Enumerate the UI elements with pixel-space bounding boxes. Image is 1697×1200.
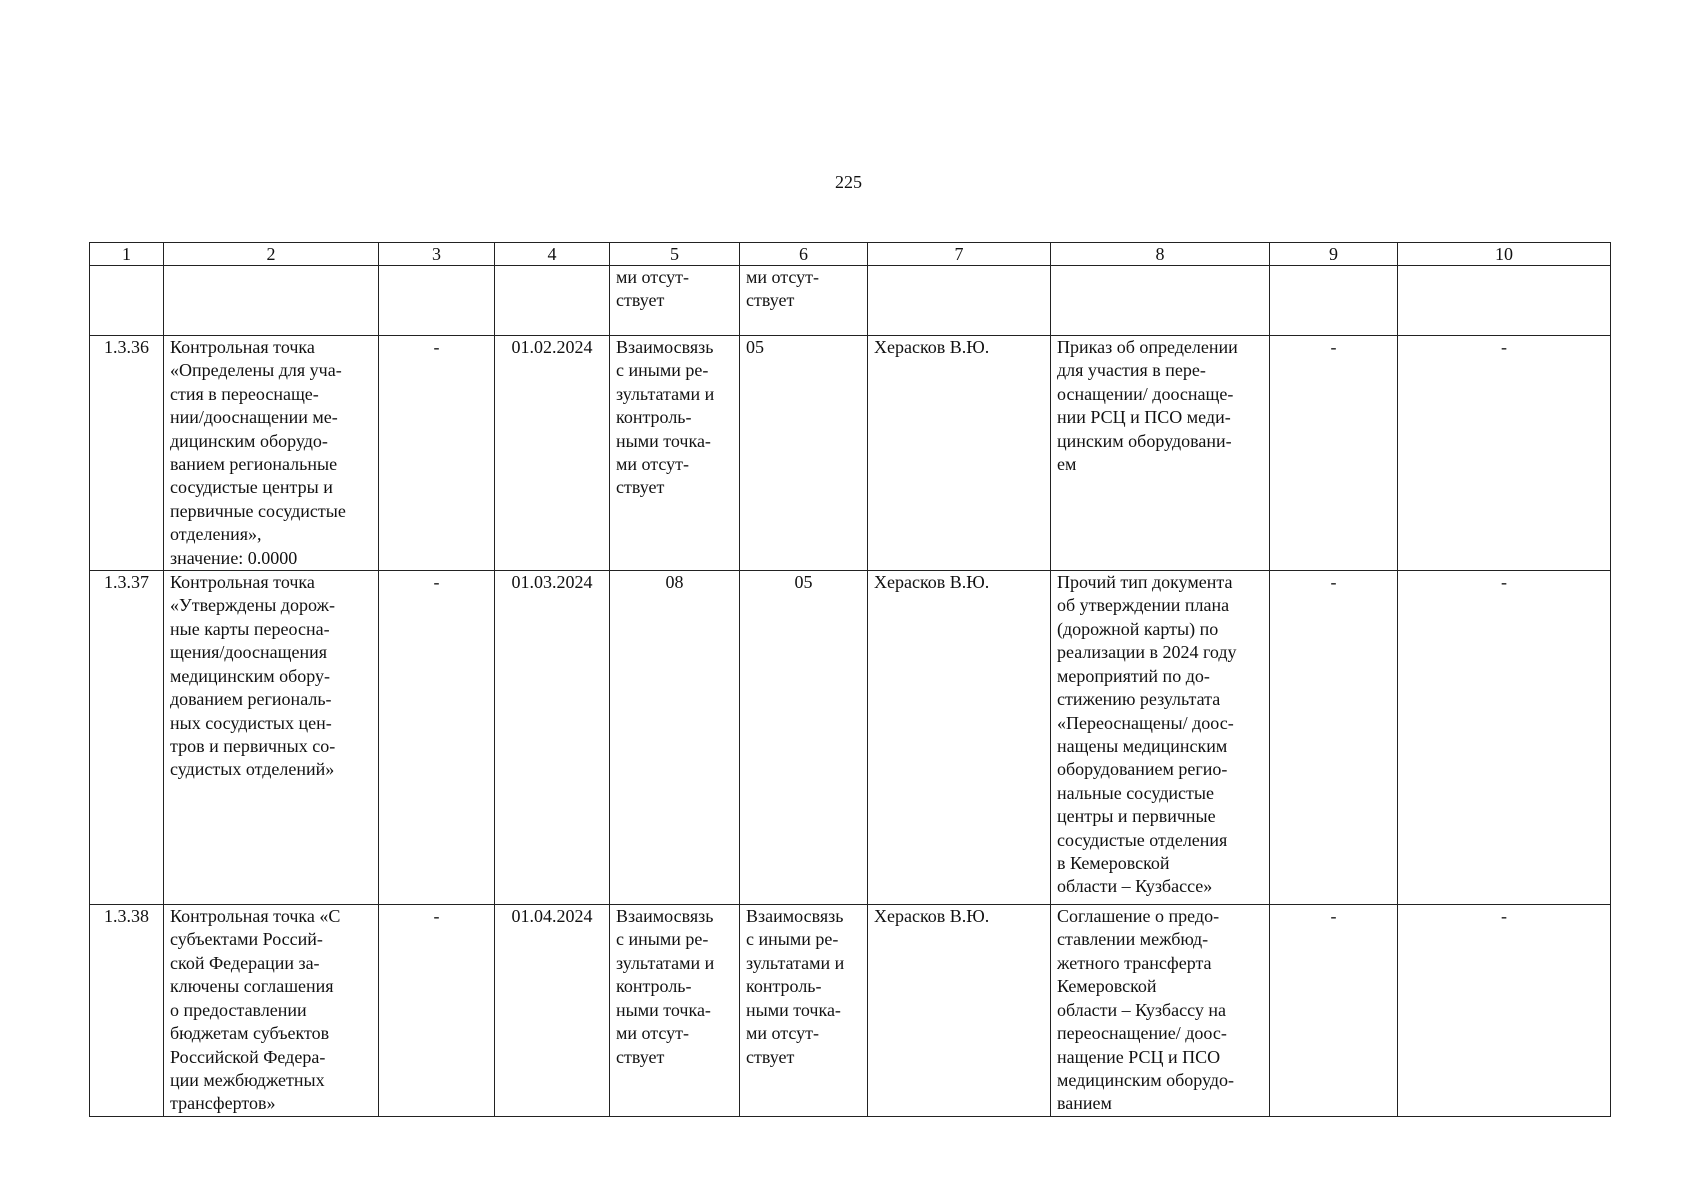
empty-cell bbox=[1398, 266, 1611, 336]
responsible-person: Херасков В.Ю. bbox=[868, 905, 1051, 1117]
row-number: 1.3.36 bbox=[90, 336, 164, 571]
relation-cell: ми отсут- ствует bbox=[740, 266, 868, 336]
col10-value: - bbox=[1398, 571, 1611, 905]
column-header: 1 bbox=[90, 243, 164, 266]
page-number: 225 bbox=[835, 172, 862, 192]
column-header: 9 bbox=[1270, 243, 1398, 266]
col10-value: - bbox=[1398, 905, 1611, 1117]
responsible-person: Херасков В.Ю. bbox=[868, 571, 1051, 905]
empty-cell bbox=[164, 266, 379, 336]
relation-cell: 05 bbox=[740, 336, 868, 571]
col9-value: - bbox=[1270, 905, 1398, 1117]
row-number: 1.3.38 bbox=[90, 905, 164, 1117]
continuation-row bbox=[90, 266, 1611, 336]
control-point-name: Контрольная точка «Определены для уча- стия в переоснаще- нии/дооснащении ме- дицинским оборудо- ванием региональные сосудистые центры и первичные сосудистые отделения», значение: 0.0000 bbox=[164, 336, 379, 571]
control-point-name: Контрольная точка «С субъектами Россий- ской Федерации за- ключены соглашения о предоставлении бюджетам субъектов Российской Федера- ции межбюджетных трансфертов» bbox=[164, 905, 379, 1117]
col3-value: - bbox=[379, 336, 495, 571]
control-point-name: Контрольная точка «Утверждены дорож- ные карты переосна- щения/дооснащения медицинским обору- дованием региональ- ных сосудистых цен- тров и первичных со- судистых отделений» bbox=[164, 571, 379, 905]
empty-cell bbox=[868, 266, 1051, 336]
relation-cell: Взаимосвязь с иными ре- зультатами и контроль- ными точка- ми отсут- ствует bbox=[740, 905, 868, 1117]
empty-cell bbox=[379, 266, 495, 336]
row-number: 1.3.37 bbox=[90, 571, 164, 905]
date-cell: 01.03.2024 bbox=[495, 571, 610, 905]
col9-value: - bbox=[1270, 336, 1398, 571]
column-header: 10 bbox=[1398, 243, 1611, 266]
relation-cell: Взаимосвязь с иными ре- зультатами и контроль- ными точка- ми отсут- ствует bbox=[610, 336, 740, 571]
date-cell: 01.04.2024 bbox=[495, 905, 610, 1117]
column-header: 5 bbox=[610, 243, 740, 266]
document-cell: Соглашение о предо- ставлении межбюд- жетного трансферта Кемеровской области – Кузбассу на переоснащение/ доос- нащение РСЦ и ПСО медицинским оборудо- ванием bbox=[1051, 905, 1270, 1117]
responsible-person: Херасков В.Ю. bbox=[868, 336, 1051, 571]
column-header: 2 bbox=[164, 243, 379, 266]
relation-cell: 05 bbox=[740, 571, 868, 905]
date-cell: 01.02.2024 bbox=[495, 336, 610, 571]
col3-value: - bbox=[379, 571, 495, 905]
document-cell: Прочий тип документа об утверждении плана (дорожной карты) по реализации в 2024 году мероприятий по до- стижению результата «Переоснащены/ доос- нащены медицинским оборудованием регио- нальные сосудистые центры и первичные сосудистые отделения в Кемеровской области – Кузбассе» bbox=[1051, 571, 1270, 905]
column-header: 6 bbox=[740, 243, 868, 266]
column-header: 3 bbox=[379, 243, 495, 266]
empty-cell bbox=[90, 266, 164, 336]
empty-cell bbox=[1051, 266, 1270, 336]
column-header: 4 bbox=[495, 243, 610, 266]
document-cell: Приказ об определении для участия в пере- оснащении/ дооснаще- нии РСЦ и ПСО меди- цинским оборудовани- ем bbox=[1051, 336, 1270, 571]
table-row bbox=[90, 905, 1611, 1117]
relation-cell: 08 bbox=[610, 571, 740, 905]
table-row bbox=[90, 571, 1611, 905]
col9-value: - bbox=[1270, 571, 1398, 905]
col10-value: - bbox=[1398, 336, 1611, 571]
empty-cell bbox=[1270, 266, 1398, 336]
relation-cell: Взаимосвязь с иными ре- зультатами и контроль- ными точка- ми отсут- ствует bbox=[610, 905, 740, 1117]
table-row bbox=[90, 336, 1611, 571]
column-header: 8 bbox=[1051, 243, 1270, 266]
column-number-header bbox=[90, 243, 1611, 266]
control-points-table bbox=[89, 242, 1611, 1117]
empty-cell bbox=[495, 266, 610, 336]
column-header: 7 bbox=[868, 243, 1051, 266]
relation-cell: ми отсут- ствует bbox=[610, 266, 740, 336]
col3-value: - bbox=[379, 905, 495, 1117]
